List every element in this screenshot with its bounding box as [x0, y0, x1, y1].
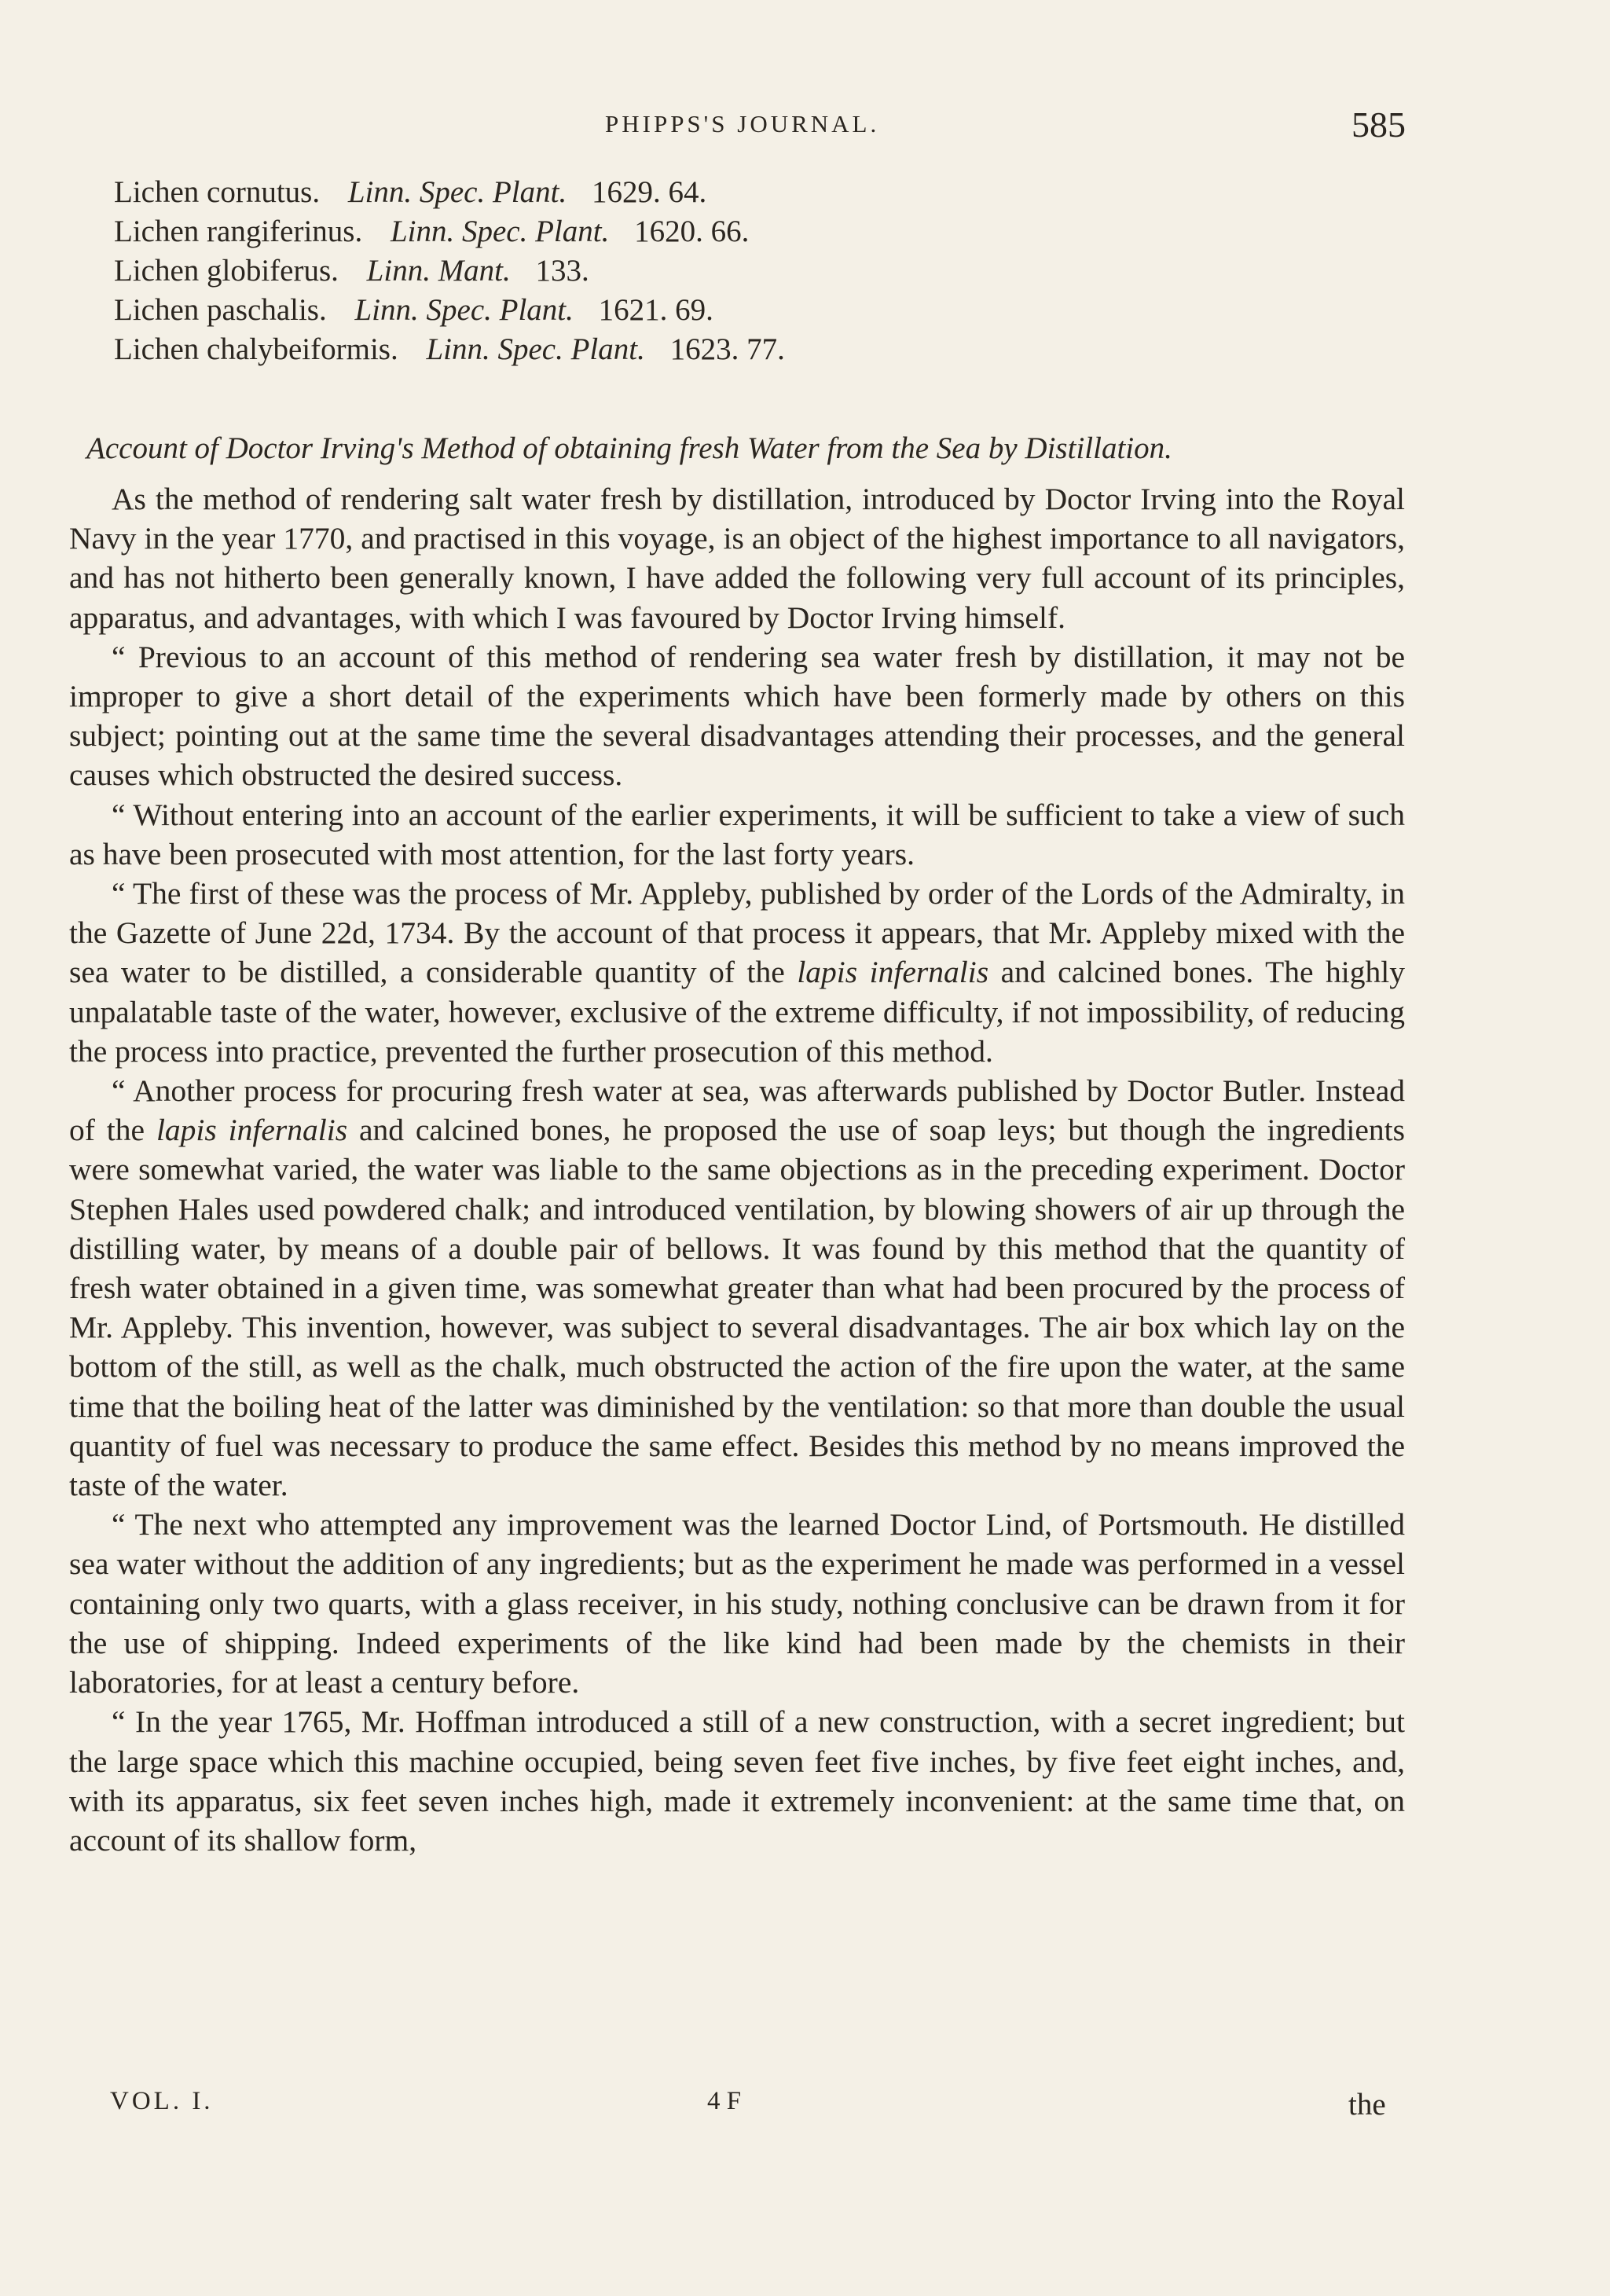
- species-page: 1629. 64.: [591, 175, 707, 209]
- species-page: 1623. 77.: [669, 332, 785, 366]
- species-reference: Linn. Spec. Plant.: [390, 215, 610, 248]
- catchword: the: [1348, 2088, 1386, 2122]
- paragraph: “ Without entering into an account of the earlier experiments, it will be sufficient to take a view of such as have been prosecuted with most attention, for the last forty years.: [69, 797, 1405, 871]
- paragraph: “ Another process for procuring fresh water at sea, was afterwards published by Doctor Butler. Instead of the lapis infernalis and calcined bones, he proposed the use of soap leys; but though the ingredients were somewhat varied, the water was liable to the same objections as in the preceding experiment. Doctor Stephen Hales used powdered chalk; and introduced ventilation, by blowing showers of air up through the distilling water, by means of a double pair of bellows. It was found by this method that the quantity of fresh water obtained in a given time, was somewhat greater than what had been procured by the process of Mr. Appleby. This invention, however, was subject to several disadvantages. The air box which lay on the bottom of the still, as well as the chalk, much obstructed the action of the fire upon the water, at the same time that the boiling heat of the latter was diminished by the ventilation: so that more than double the usual quantity of fuel was necessary to produce the same effect. Besides this method by no means improved the taste of the water.: [69, 1073, 1405, 1503]
- species-page: 1621. 69.: [598, 293, 713, 327]
- page-footer: [0, 2087, 1610, 2126]
- paragraph: “ Previous to an account of this method of rendering sea water fresh by distillation, it may not be improper to give a short detail of the experiments which have been formerly made by others on this subject; pointing out at the same time the several disadvantages attending their processes, and the general causes which obstructed the desired success.: [69, 639, 1405, 793]
- species-name: Lichen paschalis.: [114, 293, 327, 327]
- species-name: Lichen rangiferinus.: [114, 215, 363, 248]
- species-entry: [114, 330, 1057, 369]
- running-head: PHIPPS'S JOURNAL.: [605, 110, 880, 138]
- species-reference: Linn. Mant.: [366, 254, 511, 288]
- species-entry: [114, 251, 1057, 291]
- species-entry: [114, 291, 1057, 330]
- species-name: Lichen chalybeiformis.: [114, 332, 398, 366]
- paragraph: As the method of rendering salt water fresh by distillation, introduced by Doctor Irving into the Royal Navy in the year 1770, and practised in this voyage, is an object of the highest importance to all navigators, and has not hitherto been generally known, I have added the following very full account of its principles, apparatus, and advantages, with which I was favoured by Doctor Irving himself.: [69, 482, 1405, 635]
- latin-term: lapis infernalis: [797, 955, 989, 990]
- species-reference: Linn. Spec. Plant.: [347, 175, 567, 209]
- paragraph: “ The next who attempted any improvement was the learned Doctor Lind, of Portsmouth. He distilled sea water without the addition of any ingredients; but as the experiment he made was performed in a vessel containing only two quarts, with a glass receiver, in his study, nothing conclusive can be drawn from it for the use of shipping. Indeed experiments of the like kind had been made by the chemists in their laboratories, for at least a century before.: [69, 1507, 1405, 1700]
- species-entry: [114, 212, 1057, 251]
- species-entry: [114, 173, 1057, 212]
- species-page: 1620. 66.: [634, 215, 750, 248]
- paragraph: “ The first of these was the process of Mr. Appleby, published by order of the Lords of the Admiralty, in the Gazette of June 22d, 1734. By the account of that process it appears, that Mr. Appleby mixed with the sea water to be distilled, a considerable quantity of the lapis infernalis and calcined bones. The highly unpalatable taste of the water, however, exclusive of the extreme difficulty, if not impossibility, of reducing the process into practice, prevented the further prosecution of this method.: [69, 876, 1405, 1069]
- species-reference: Linn. Spec. Plant.: [426, 332, 645, 366]
- species-list: [114, 173, 1057, 369]
- species-name: Lichen cornutus.: [114, 175, 321, 209]
- page-number: 585: [1351, 105, 1406, 145]
- species-reference: Linn. Spec. Plant.: [354, 293, 574, 327]
- section-title: Account of Doctor Irving's Method of obtaining fresh Water from the Sea by Distillation.: [86, 431, 1172, 465]
- signature-mark: 4 F: [707, 2087, 742, 2115]
- latin-term: lapis infernalis: [156, 1113, 348, 1148]
- volume-label: VOL. I.: [110, 2087, 214, 2115]
- body-text: [69, 479, 1405, 1860]
- paragraph: “ In the year 1765, Mr. Hoffman introduced a still of a new construction, with a secret ingredient; but the large space which this machine occupied, being seven feet five inches, by five feet eight inches, and, with its apparatus, six feet seven inches high, made it extremely inconvenient: at the same time that, on account of its shallow form,: [69, 1704, 1405, 1858]
- species-page: 133.: [535, 254, 589, 288]
- species-name: Lichen globiferus.: [114, 254, 339, 288]
